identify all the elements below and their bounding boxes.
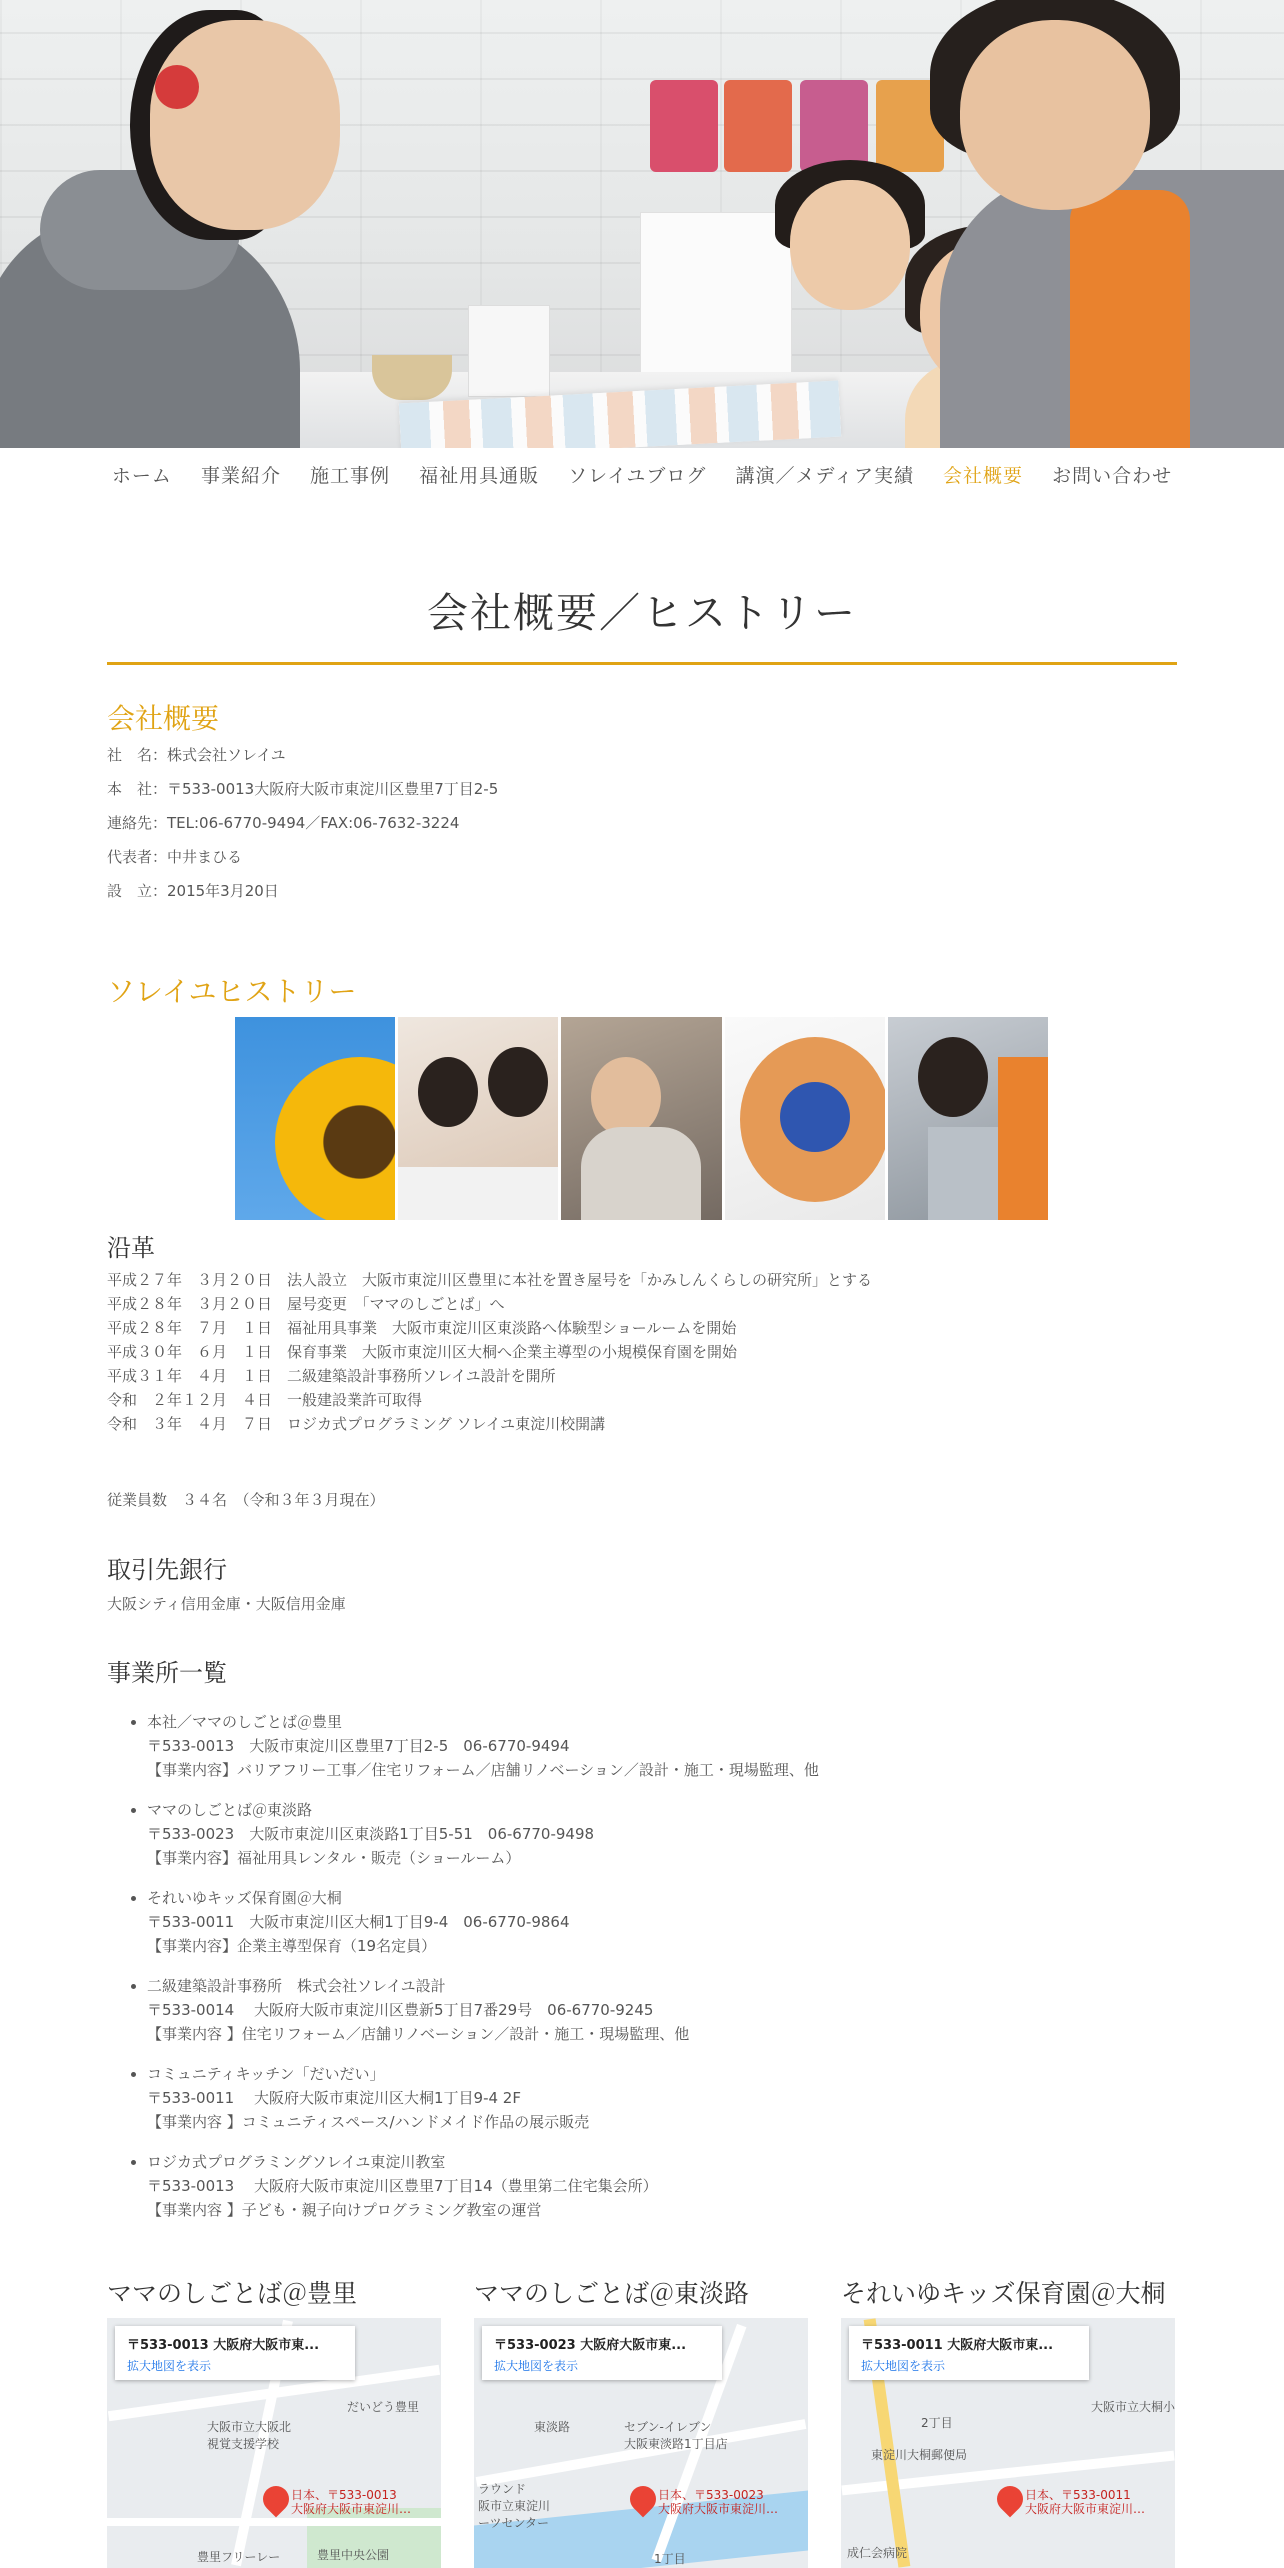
map-address: 〒533-0023 大阪府大阪市東... [494,2338,687,2353]
history-entry: 平成２８年 ３月２０日 屋号変更 「ママのしごとば」へ [107,1295,505,1313]
office-name: • それいゆキッズ保育園＠大桐 [147,1889,342,1907]
map-oogiri[interactable] [841,2318,1175,2568]
clock-photo [725,1017,885,1220]
nav-item-media[interactable]: 講演／メディア実績 [735,465,914,487]
nav-item-works[interactable]: 施工事例 [310,465,391,487]
map-label: ラウンド 阪市立東淀川 ーツセンター [478,2482,551,2530]
history-photo-strip [235,1017,1048,1220]
staff-photo [561,1017,721,1220]
map-label: 大阪市立大阪北 視覚支援学校 [207,2420,292,2451]
office-address: 〒533-0014 大阪府大阪市東淀川区豊新5丁目7番29号 06-6770-9245 [147,2001,654,2019]
map-label: 豊里フリーレー [197,2550,281,2564]
enlarge-map-link[interactable]: 拡大地図を表示 [127,2359,212,2373]
history-entry: 令和 ２年１２月 ４日 一般建設業許可取得 [107,1391,423,1409]
pin-label: 日本、〒533-0013 大阪府大阪市東淀川… [291,2488,412,2516]
history-entry: 平成３１年 ４月 １日 二級建築設計事務所ソレイユ設計を開所 [107,1367,556,1385]
map-info-card [115,2326,355,2380]
office-content: 【事業内容】バリアフリー工事／住宅リフォーム／店舗リノベーション／設計・施工・現場監理、他 [147,1761,819,1779]
map-label: セブン-イレブン 大阪東淡路1丁目店 [624,2420,728,2451]
map-toyosato[interactable] [107,2318,441,2568]
nav-item-blog[interactable]: ソレイユブログ [568,465,707,487]
history-entry: 平成３０年 ６月 １日 保育事業 大阪市東淀川区大桐へ企業主導型の小規模保育園を開始 [107,1343,738,1361]
company-info [107,738,498,908]
office-name: • 本社／ママのしごとば＠豊里 [147,1713,343,1731]
office-address: 〒533-0011 大阪市東淀川区大桐1丁目9-4 06-6770-9864 [147,1913,570,1931]
history-list [107,1268,872,1436]
map-label: 大阪市立大桐小 [1091,2400,1175,2414]
map-label: 東淡路 [534,2420,571,2434]
office-item [147,1974,819,2046]
map-label: 成仁会病院 [847,2546,908,2560]
office-address: 〒533-0011 大阪府大阪市東淀川区大桐1丁目9-4 2F [147,2089,521,2107]
offices-title: 事業所一覧 [107,1659,227,1687]
map-higashiawaji[interactable] [474,2318,808,2568]
nav-item-contact[interactable]: お問い合わせ [1052,465,1173,487]
company-section-title: 会社概要 [107,702,220,735]
company-hq: 本 社：〒533-0013大阪府大阪市東淀川区豊里7丁目2-5 [107,780,499,798]
nav-item-services[interactable]: 事業紹介 [200,465,281,487]
title-divider [107,662,1177,665]
office-content: 【事業内容 】住宅リフォーム／店舗リノベーション／設計・施工・現場監理、他 [147,2025,690,2043]
map-title-oogiri: それいゆキッズ保育園＠大桐 [841,2279,1166,2308]
map-address: 〒533-0011 大阪府大阪市東... [861,2338,1054,2353]
map-label: 2丁目 [921,2416,953,2430]
banks-text: 大阪シティ信用金庫・大阪信用金庫 [107,1595,346,1613]
map-title-higashiawaji: ママのしごとば＠東淡路 [474,2279,750,2308]
main-nav [0,461,1284,488]
baby-carrier-photo [888,1017,1048,1220]
enlarge-map-link[interactable]: 拡大地図を表示 [494,2359,579,2373]
office-address: 〒533-0013 大阪市東淀川区豊里7丁目2-5 06-6770-9494 [147,1737,570,1755]
hero-photo [0,0,1284,448]
history-entry: 平成２８年 ７月 １日 福祉用具事業 大阪市東淀川区東淡路へ体験型ショールームを開始 [107,1319,737,1337]
banks-title: 取引先銀行 [107,1556,227,1584]
page-title: 会社概要／ヒストリー [427,589,857,637]
location-pin-icon[interactable] [992,2481,1029,2518]
map-title-toyosato: ママのしごとば＠豊里 [107,2279,358,2308]
office-item [147,2150,819,2222]
map-label: 豊里中央公園 [317,2548,390,2562]
company-contact: 連絡先：TEL:06-6770-9494／FAX:06-7632-3224 [107,814,460,832]
map-label: だいどう豊里 [347,2400,420,2414]
office-content: 【事業内容 】コミュニティスペース/ハンドメイド作品の展示販売 [147,2113,590,2131]
history-entry: 平成２７年 ３月２０日 法人設立 大阪市東淀川区豊里に本社を置き屋号を「かみしんくらしの研究所」とする [107,1271,873,1289]
office-name: • ロジカ式プログラミングソレイユ東淀川教室 [147,2153,446,2171]
office-address: 〒533-0023 大阪市東淀川区東淡路1丁目5-51 06-6770-9498 [147,1825,595,1843]
pin-label: 日本、〒533-0023 大阪府大阪市東淀川… [658,2488,779,2516]
office-name: • 二級建築設計事務所 株式会社ソレイユ設計 [147,1977,446,1995]
poster-board [640,212,792,374]
sunflower-photo [235,1017,395,1220]
map-label: 東淀川大桐郵便局 [871,2448,968,2462]
office-name: • ママのしごとば＠東淡路 [147,1801,313,1819]
nav-item-company[interactable]: 会社概要 [943,465,1024,487]
office-content: 【事業内容 】子ども・親子向けプログラミング教室の運営 [147,2201,542,2219]
nav-item-shop[interactable]: 福祉用具通販 [419,465,540,487]
office-list [107,1710,819,2238]
company-representative: 代表者：中井まひる [107,848,243,866]
company-founded: 設 立：2015年3月20日 [107,882,279,900]
office-item [147,2062,819,2134]
office-name: • コミュニティキッチン「だいだい」 [147,2065,385,2083]
pin-label: 日本、〒533-0011 大阪府大阪市東淀川… [1025,2488,1146,2516]
map-info-card [482,2326,722,2380]
company-name: 社 名：株式会社ソレイユ [107,746,286,764]
office-item [147,1886,819,1958]
history-entry: 令和 ３年 ４月 ７日 ロジカ式プログラミング ソレイユ東淀川校開講 [107,1415,606,1433]
office-item [147,1710,819,1782]
kids-reading-photo [398,1017,558,1220]
map-label: 1丁目 [654,2552,686,2566]
office-content: 【事業内容】企業主導型保育（19名定員） [147,1937,437,1955]
map-info-card [849,2326,1089,2380]
history-subtitle: 沿革 [107,1234,155,1262]
location-pin-icon[interactable] [258,2481,295,2518]
employee-count: 従業員数 ３４名 （令和３年３月現在） [107,1491,385,1509]
map-address: 〒533-0013 大阪府大阪市東... [127,2338,320,2353]
nav-item-home[interactable]: ホーム [111,465,172,487]
office-content: 【事業内容】福祉用具レンタル・販売（ショールーム） [147,1849,521,1867]
history-section-title: ソレイユヒストリー [107,975,357,1008]
enlarge-map-link[interactable]: 拡大地図を表示 [861,2359,946,2373]
office-item [147,1798,819,1870]
office-address: 〒533-0013 大阪府大阪市東淀川区豊里7丁目14（豊里第二住宅集会所） [147,2177,658,2195]
